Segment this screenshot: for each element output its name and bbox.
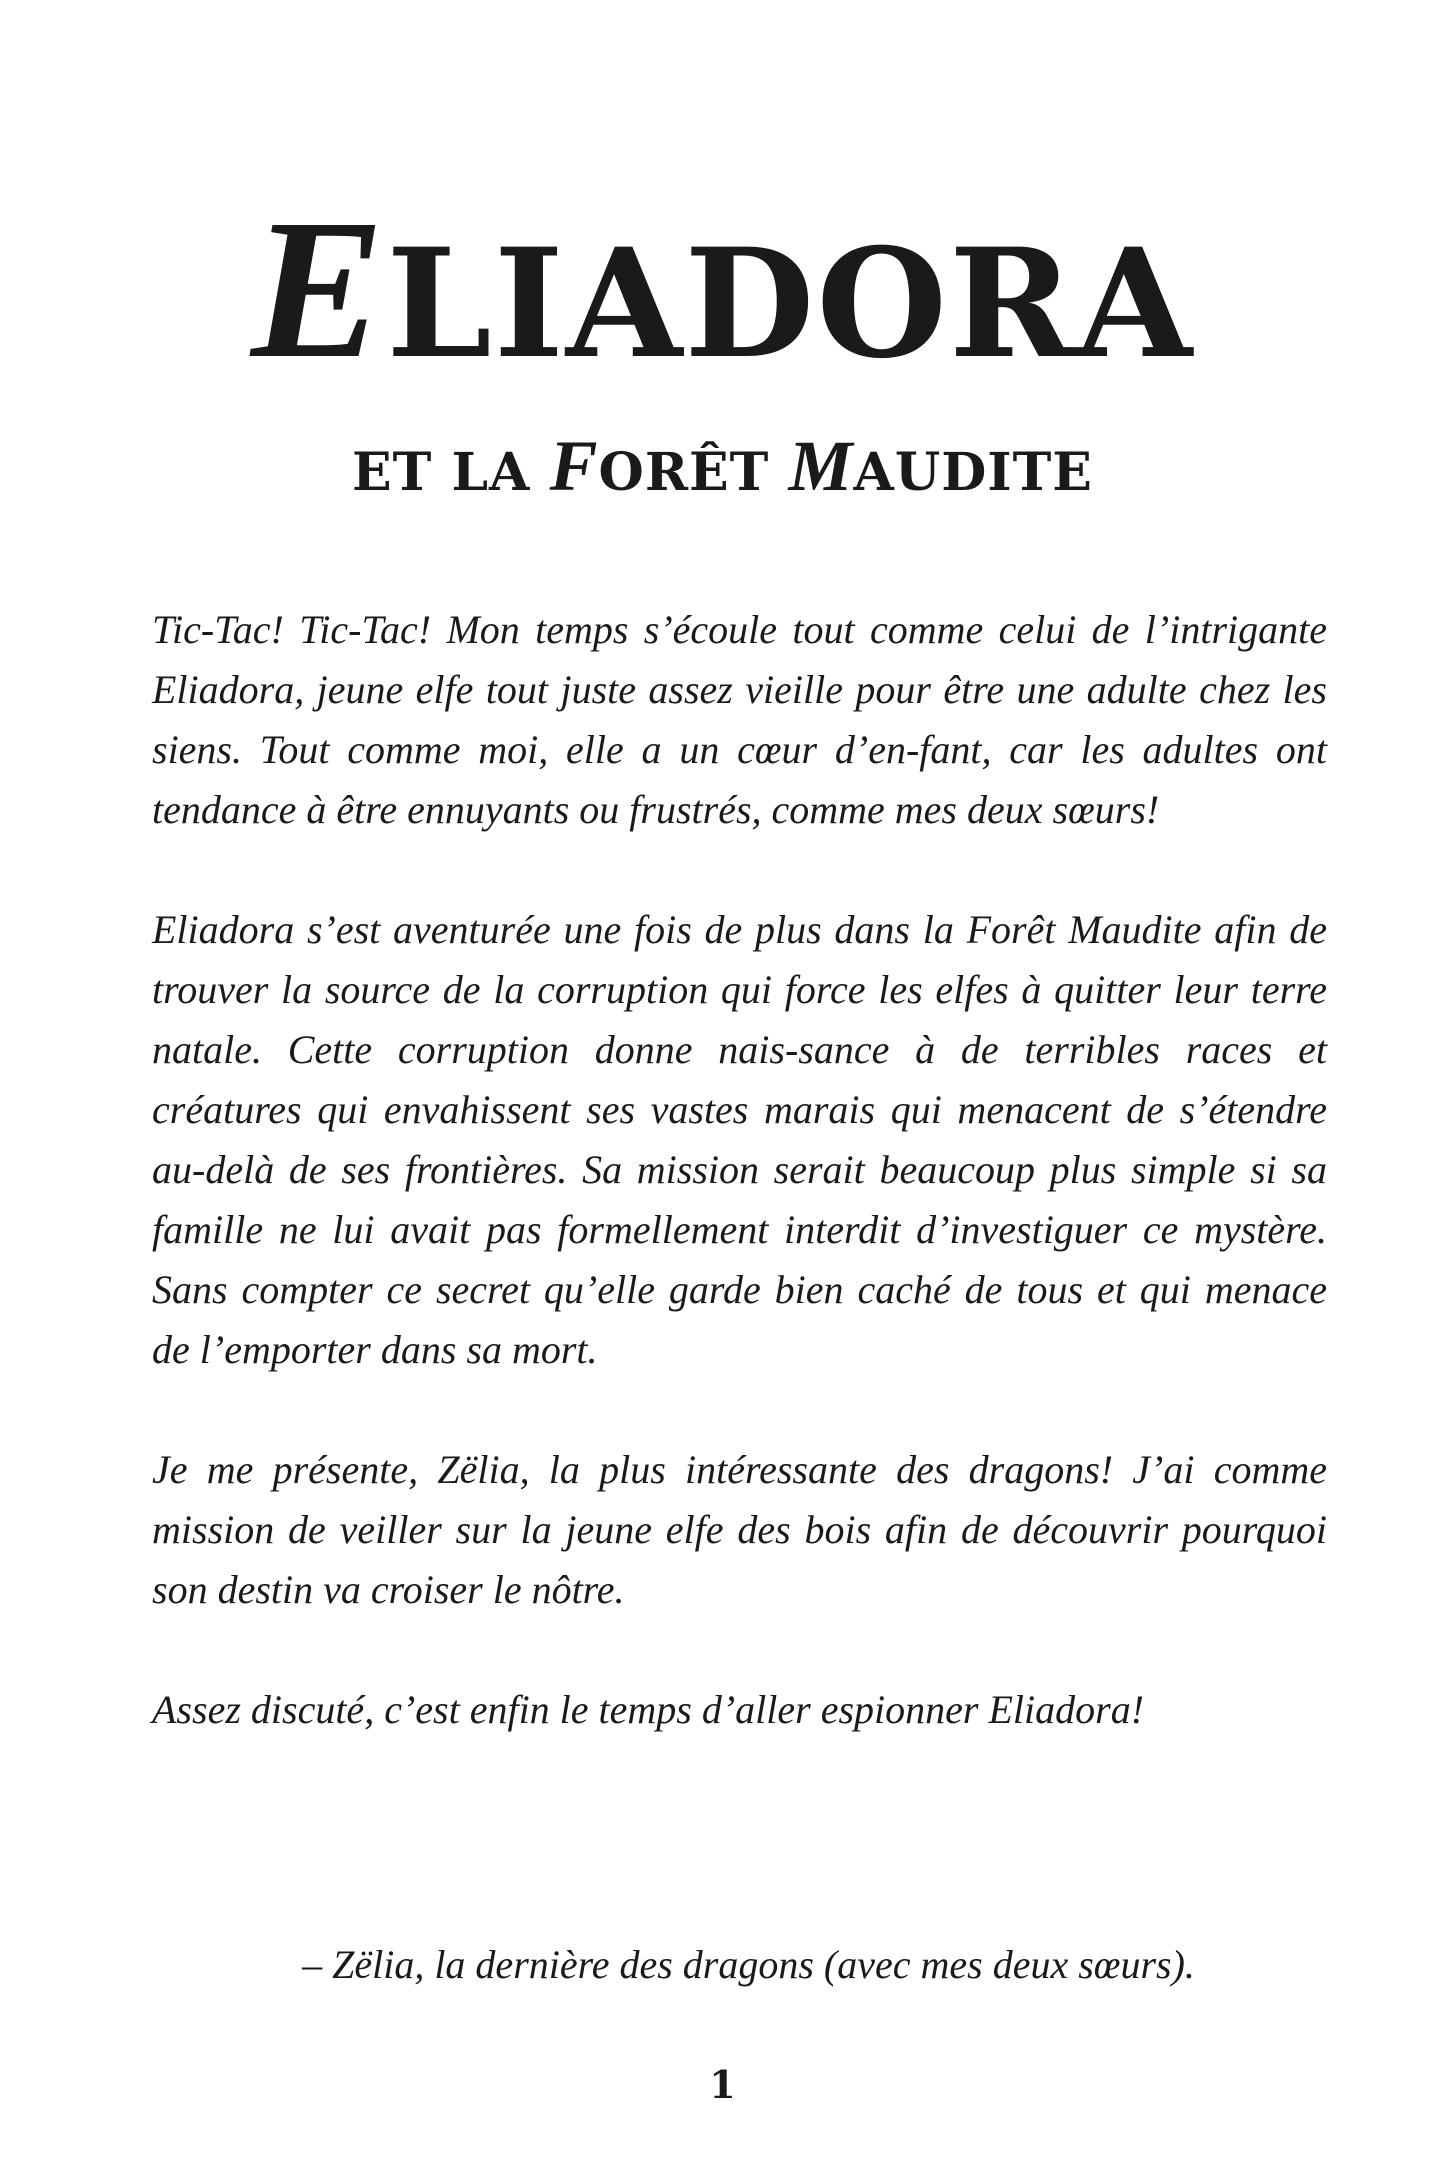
title-rest: LIADORA xyxy=(386,216,1195,392)
subtitle-rest: AUDITE xyxy=(853,442,1093,503)
paragraph-closing: Assez discuté, c’est enfin le temps d’aller espionner Eliadora! xyxy=(152,1687,1145,1732)
subtitle-cap-f: F xyxy=(549,426,599,506)
subtitle-prefix: ET LA xyxy=(352,442,550,503)
book-title xyxy=(0,179,1445,400)
title-initial: E xyxy=(250,179,387,400)
body-text xyxy=(152,600,1327,1800)
title-block xyxy=(0,179,1445,506)
paragraph-presentation: Je me présente, Zëlia, la plus intéressante des dragons! J’ai comme mission de veiller sur la jeune elfe des bois afin de découvrir pourquoi son destin va croiser le nôtre. xyxy=(152,1447,1327,1612)
paragraph-intro: Tic-Tac! Tic-Tac! Mon temps s’écoule tout comme celui de l’intrigante Eliadora, jeune elfe tout juste assez vieille pour être une adulte chez les siens. Tout comme moi, elle a un cœur d’en-fant, car les adultes ont tendance à être ennuyants ou frustrés, comme mes deux sœurs! xyxy=(152,607,1327,832)
page-number: 1 xyxy=(709,2062,736,2107)
subtitle-mid: ORÊT xyxy=(598,442,789,503)
book-subtitle xyxy=(0,426,1445,506)
paragraph-story: Eliadora s’est aventurée une fois de plus dans la Forêt Maudite afin de trouver la source de la corruption qui force les elfes à quitter leur terre natale. Cette corruption donne nais-sance à de terribles races et créatures qui envahissent ses vastes marais qui menacent de s’étendre au-delà de ses frontières. Sa mission serait beaucoup plus simple si sa famille ne lui avait pas formellement interdit d’investiguer ce mystère. Sans compter ce secret qu’elle garde bien caché de tous et qui menace de l’emporter dans sa mort. xyxy=(152,907,1327,1372)
signature: – Zëlia, la dernière des dragons (avec mes deux sœurs). xyxy=(302,1942,1195,1987)
subtitle-cap-m: M xyxy=(788,426,854,506)
